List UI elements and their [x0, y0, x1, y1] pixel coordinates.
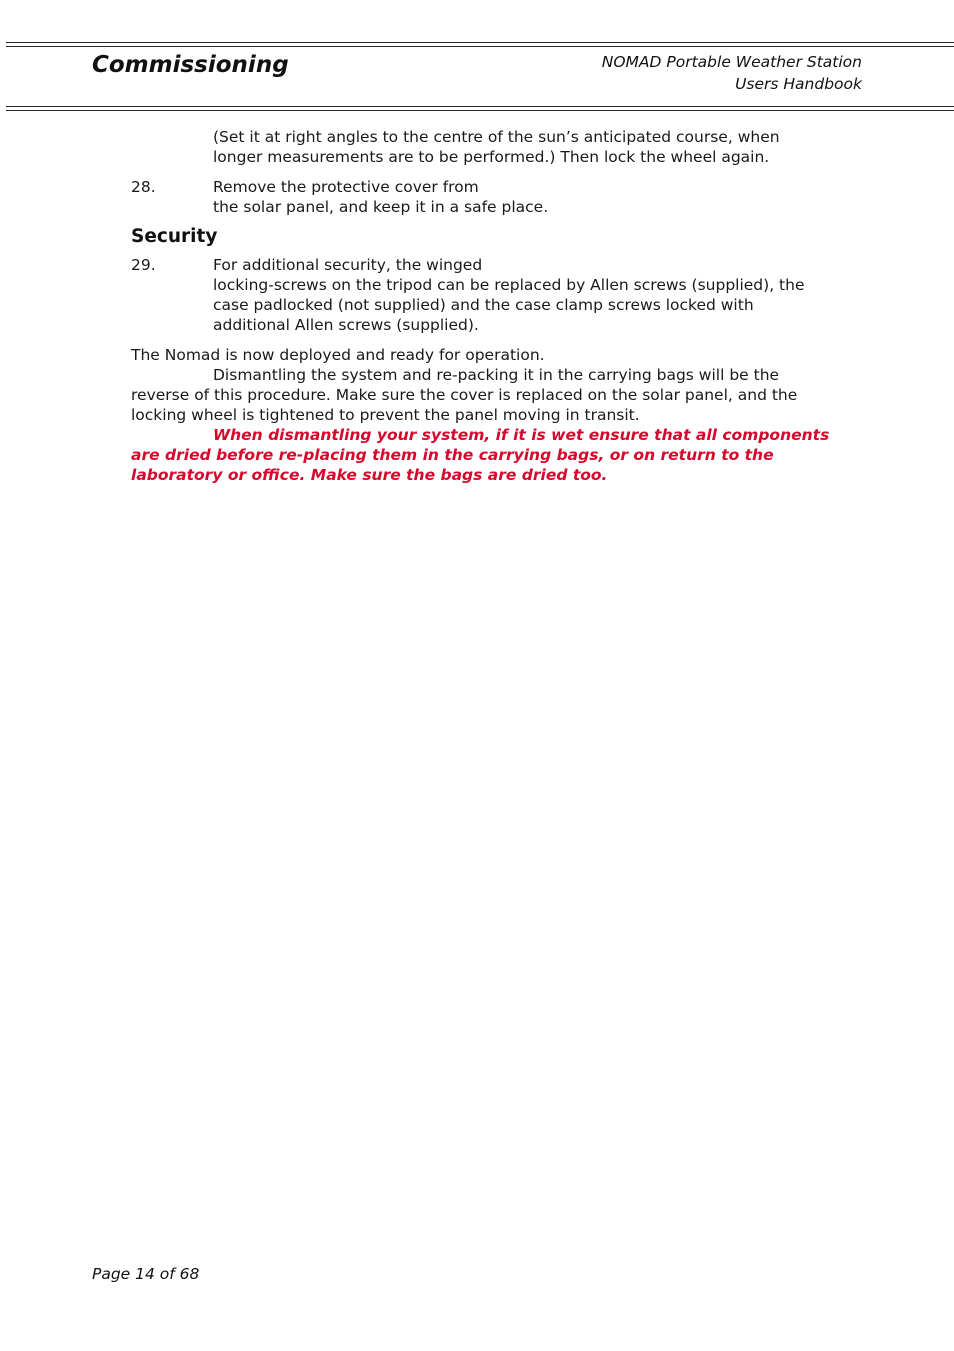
list-item-line: locking-screws on the tripod can be replaced by Allen screws (supplied), the case padlocked (not supplied) and the case clamp screws locked with additional Allen screws (supplied). — [213, 276, 805, 334]
list-item-line: Remove the protective cover from — [213, 178, 479, 196]
security-heading: Security — [131, 226, 218, 247]
list-item-text — [213, 177, 831, 217]
list-item-line: the solar panel, and keep it in a safe place. — [213, 198, 549, 216]
document-title — [602, 51, 862, 95]
list-item-text — [213, 255, 831, 335]
page-number: Page 14 of 68 — [92, 1265, 200, 1283]
list-item-29 — [131, 255, 831, 335]
document-title-line-1: NOMAD Portable Weather Station — [601, 53, 862, 71]
deployed-paragraph: The Nomad is now deployed and ready for operation. — [131, 346, 545, 364]
list-item-number: 29. — [131, 256, 156, 274]
list-item-number: 28. — [131, 178, 156, 196]
header-top-rule-2 — [6, 46, 954, 47]
header-bottom-rule-1 — [6, 106, 954, 107]
continuation-paragraph: (Set it at right angles to the centre of the sun’s anticipated course, when longer measurements are to be performed.) Then lock the wheel again. — [213, 128, 780, 166]
section-title: Commissioning — [92, 52, 289, 78]
document-title-line-2: Users Handbook — [735, 75, 862, 93]
header-bottom-rule-2 — [6, 110, 954, 111]
list-item-28 — [131, 177, 831, 217]
dismantling-paragraph: Dismantling the system and re-packing it in the carrying bags will be the reverse of this procedure. Make sure the cover is replaced on the solar panel, and the locking wheel is tightened to prevent the panel moving in transit. — [131, 366, 798, 424]
warning-paragraph: When dismantling your system, if it is wet ensure that all components are dried before re-placing them in the carrying bags, or on return to the laboratory or office. Make sure the bags are dried too. — [131, 426, 830, 484]
page-content — [131, 127, 831, 485]
header-top-rule-1 — [6, 42, 954, 43]
list-item-line: For additional security, the winged — [213, 256, 483, 274]
